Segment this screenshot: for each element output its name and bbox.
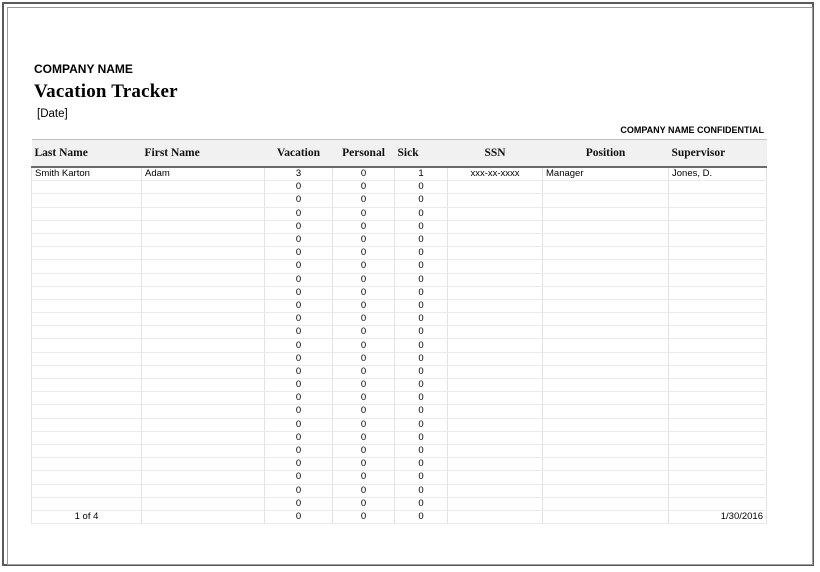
position-cell[interactable] [543,365,669,378]
vacation-cell[interactable]: 0 [265,497,333,510]
table-row [32,444,767,457]
ssn-cell[interactable] [448,260,543,273]
vacation-cell[interactable]: 0 [265,286,333,299]
sick-cell[interactable]: 0 [395,365,448,378]
table-row [32,207,767,220]
table-row [32,313,767,326]
supervisor-cell[interactable] [669,458,767,471]
first-name-cell[interactable] [142,379,265,392]
table-row [32,339,767,352]
supervisor-cell[interactable] [669,431,767,444]
ssn-cell[interactable] [448,286,543,299]
first-name-cell[interactable] [142,431,265,444]
first-name-cell[interactable] [142,194,265,207]
ssn-cell[interactable] [448,458,543,471]
table-row [32,365,767,378]
supervisor-cell[interactable] [669,313,767,326]
first-name-cell[interactable] [142,458,265,471]
ssn-cell[interactable] [448,247,543,260]
position-cell[interactable] [543,497,669,510]
position-cell[interactable] [543,273,669,286]
ssn-cell[interactable] [448,233,543,246]
personal-cell[interactable]: 0 [333,233,395,246]
position-cell[interactable] [543,220,669,233]
sick-cell[interactable]: 0 [395,286,448,299]
company-name: COMPANY NAME [34,62,133,76]
last-name-cell[interactable] [32,220,142,233]
col-header-first-name[interactable]: First Name [142,140,265,168]
vacation-cell[interactable]: 0 [265,444,333,457]
position-cell[interactable] [543,181,669,194]
sick-cell[interactable]: 0 [395,418,448,431]
supervisor-cell[interactable] [669,392,767,405]
table-row [32,431,767,444]
supervisor-cell[interactable] [669,352,767,365]
last-name-cell[interactable] [32,194,142,207]
ssn-cell[interactable] [448,181,543,194]
last-name-cell[interactable] [32,392,142,405]
ssn-cell[interactable] [448,326,543,339]
vacation-cell[interactable]: 0 [265,405,333,418]
table-row [32,247,767,260]
ssn-cell[interactable] [448,365,543,378]
page-counter: 1 of 4 [32,510,142,523]
ssn-cell[interactable] [448,379,543,392]
vacation-cell[interactable]: 0 [265,181,333,194]
personal-cell[interactable]: 0 [333,471,395,484]
vacation-cell[interactable]: 0 [265,207,333,220]
ssn-cell[interactable] [448,352,543,365]
first-name-cell[interactable] [142,273,265,286]
table-row [32,181,767,194]
sick-cell[interactable]: 0 [395,405,448,418]
personal-cell[interactable]: 0 [333,313,395,326]
personal-cell[interactable]: 0 [333,194,395,207]
sick-cell[interactable]: 0 [395,458,448,471]
position-cell[interactable]: Manager [543,167,669,181]
vacation-table [31,139,767,524]
supervisor-cell[interactable] [669,207,767,220]
supervisor-cell[interactable] [669,194,767,207]
sick-cell[interactable]: 0 [395,444,448,457]
ssn-cell[interactable]: xxx-xx-xxxx [448,167,543,181]
last-name-cell[interactable] [32,352,142,365]
personal-cell[interactable]: 0 [333,167,395,181]
first-name-cell[interactable] [142,326,265,339]
position-cell[interactable] [543,379,669,392]
vacation-cell[interactable]: 0 [265,392,333,405]
first-name-cell[interactable] [142,484,265,497]
personal-cell[interactable]: 0 [333,299,395,312]
vacation-cell[interactable]: 0 [265,352,333,365]
first-name-cell[interactable] [142,299,265,312]
last-name-cell[interactable] [32,326,142,339]
first-name-cell[interactable] [142,181,265,194]
last-name-cell[interactable] [32,431,142,444]
col-header-last-name[interactable]: Last Name [32,140,142,168]
table-row [32,233,767,246]
ssn-cell[interactable] [448,339,543,352]
vacation-cell[interactable]: 0 [265,379,333,392]
last-name-cell[interactable] [32,207,142,220]
footer-row [32,510,767,523]
first-name-cell[interactable] [142,233,265,246]
position-cell[interactable] [543,194,669,207]
vacation-cell[interactable]: 0 [265,365,333,378]
sick-cell[interactable]: 0 [395,273,448,286]
supervisor-cell[interactable] [669,220,767,233]
first-name-cell[interactable] [142,392,265,405]
personal-cell[interactable]: 0 [333,418,395,431]
last-name-cell[interactable] [32,299,142,312]
last-name-cell[interactable] [32,458,142,471]
last-name-cell[interactable] [32,405,142,418]
col-header-ssn[interactable]: SSN [448,140,543,168]
last-name-cell[interactable] [32,418,142,431]
vacation-cell[interactable]: 0 [265,484,333,497]
first-name-cell[interactable] [142,247,265,260]
personal-cell[interactable]: 0 [333,286,395,299]
supervisor-cell[interactable] [669,497,767,510]
supervisor-cell[interactable] [669,273,767,286]
first-name-cell[interactable]: Adam [142,167,265,181]
first-name-cell[interactable] [142,220,265,233]
vacation-cell[interactable]: 0 [265,339,333,352]
sick-cell[interactable]: 0 [395,497,448,510]
position-cell[interactable] [543,260,669,273]
supervisor-cell[interactable] [669,379,767,392]
vacation-cell[interactable]: 0 [265,326,333,339]
header-row [32,140,767,168]
ssn-cell[interactable] [448,299,543,312]
ssn-cell[interactable] [448,497,543,510]
position-cell[interactable] [543,326,669,339]
vacation-cell[interactable]: 0 [265,273,333,286]
supervisor-cell[interactable] [669,418,767,431]
table-row [32,167,767,181]
vacation-cell[interactable]: 0 [265,418,333,431]
supervisor-cell[interactable] [669,181,767,194]
ssn-cell[interactable] [448,418,543,431]
sick-cell[interactable]: 1 [395,167,448,181]
sick-cell[interactable]: 0 [395,181,448,194]
supervisor-cell[interactable] [669,233,767,246]
ssn-cell[interactable] [448,194,543,207]
table-row [32,220,767,233]
vacation-cell[interactable]: 0 [265,313,333,326]
table-row [32,418,767,431]
vacation-cell[interactable]: 0 [265,431,333,444]
position-cell[interactable] [543,233,669,246]
last-name-cell[interactable] [32,260,142,273]
position-cell[interactable] [543,444,669,457]
footer-sick-value: 0 [395,510,448,523]
sick-cell[interactable]: 0 [395,207,448,220]
sick-cell[interactable]: 0 [395,339,448,352]
first-name-cell[interactable] [142,207,265,220]
last-name-cell[interactable] [32,444,142,457]
last-name-cell[interactable] [32,497,142,510]
personal-cell[interactable]: 0 [333,392,395,405]
first-name-cell[interactable] [142,286,265,299]
personal-cell[interactable]: 0 [333,497,395,510]
vacation-cell[interactable]: 3 [265,167,333,181]
personal-cell[interactable]: 0 [333,458,395,471]
page-title: Vacation Tracker [34,81,178,102]
position-cell[interactable] [543,352,669,365]
ssn-cell[interactable] [448,273,543,286]
personal-cell[interactable]: 0 [333,181,395,194]
vacation-cell[interactable]: 0 [265,458,333,471]
last-name-cell[interactable] [32,181,142,194]
footer-vacation-value: 0 [265,510,333,523]
supervisor-cell[interactable] [669,405,767,418]
col-header-personal[interactable]: Personal [333,140,395,168]
table-row [32,392,767,405]
table-row [32,260,767,273]
first-name-cell[interactable] [142,313,265,326]
ssn-cell[interactable] [448,444,543,457]
personal-cell[interactable]: 0 [333,326,395,339]
supervisor-cell[interactable] [669,365,767,378]
position-cell[interactable] [543,471,669,484]
table-row [32,273,767,286]
personal-cell[interactable]: 0 [333,379,395,392]
supervisor-cell[interactable] [669,286,767,299]
table-row [32,194,767,207]
position-cell[interactable] [543,299,669,312]
table-body [32,167,767,510]
table-row [32,299,767,312]
last-name-cell[interactable] [32,365,142,378]
sick-cell[interactable]: 0 [395,326,448,339]
sick-cell[interactable]: 0 [395,299,448,312]
vacation-cell[interactable]: 0 [265,194,333,207]
sick-cell[interactable]: 0 [395,431,448,444]
vacation-cell[interactable]: 0 [265,247,333,260]
sick-cell[interactable]: 0 [395,260,448,273]
supervisor-cell[interactable] [669,339,767,352]
last-name-cell[interactable] [32,247,142,260]
vacation-cell[interactable]: 0 [265,299,333,312]
sick-cell[interactable]: 0 [395,313,448,326]
ssn-cell[interactable] [448,431,543,444]
supervisor-cell[interactable] [669,471,767,484]
position-cell[interactable] [543,418,669,431]
first-name-cell[interactable] [142,352,265,365]
table-row [32,405,767,418]
personal-cell[interactable]: 0 [333,247,395,260]
sick-cell[interactable]: 0 [395,220,448,233]
ssn-cell[interactable] [448,484,543,497]
table-row [32,484,767,497]
last-name-cell[interactable] [32,313,142,326]
vacation-cell[interactable]: 0 [265,260,333,273]
vacation-cell[interactable]: 0 [265,220,333,233]
ssn-cell[interactable] [448,392,543,405]
supervisor-cell[interactable]: Jones, D. [669,167,767,181]
supervisor-cell[interactable] [669,444,767,457]
table-row [32,326,767,339]
table-row [32,458,767,471]
table-row [32,379,767,392]
personal-cell[interactable]: 0 [333,352,395,365]
personal-cell[interactable]: 0 [333,405,395,418]
position-cell[interactable] [543,247,669,260]
personal-cell[interactable]: 0 [333,273,395,286]
table-row [32,471,767,484]
personal-cell[interactable]: 0 [333,444,395,457]
position-cell[interactable] [543,431,669,444]
supervisor-cell[interactable] [669,247,767,260]
sick-cell[interactable]: 0 [395,352,448,365]
ssn-cell[interactable] [448,207,543,220]
sick-cell[interactable]: 0 [395,247,448,260]
first-name-cell[interactable] [142,497,265,510]
col-header-sick[interactable]: Sick [395,140,448,168]
footer-cell [448,510,543,523]
personal-cell[interactable]: 0 [333,220,395,233]
last-name-cell[interactable] [32,484,142,497]
col-header-supervisor[interactable]: Supervisor [669,140,767,168]
last-name-cell[interactable] [32,471,142,484]
sick-cell[interactable]: 0 [395,233,448,246]
col-header-position[interactable]: Position [543,140,669,168]
footer-personal-value: 0 [333,510,395,523]
last-name-cell[interactable] [32,339,142,352]
position-cell[interactable] [543,458,669,471]
date-field[interactable]: [Date] [37,108,68,120]
confidential-label: COMPANY NAME CONFIDENTIAL [620,125,764,135]
supervisor-cell[interactable] [669,484,767,497]
position-cell[interactable] [543,405,669,418]
table-row [32,352,767,365]
personal-cell[interactable]: 0 [333,365,395,378]
table-row [32,286,767,299]
table-row [32,497,767,510]
position-cell[interactable] [543,313,669,326]
first-name-cell[interactable] [142,365,265,378]
footer-cell [543,510,669,523]
ssn-cell[interactable] [448,471,543,484]
position-cell[interactable] [543,484,669,497]
position-cell[interactable] [543,339,669,352]
sick-cell[interactable]: 0 [395,194,448,207]
sick-cell[interactable]: 0 [395,484,448,497]
personal-cell[interactable]: 0 [333,339,395,352]
vacation-cell[interactable]: 0 [265,233,333,246]
position-cell[interactable] [543,286,669,299]
last-name-cell[interactable] [32,286,142,299]
print-date: 1/30/2016 [669,510,767,523]
personal-cell[interactable]: 0 [333,431,395,444]
first-name-cell[interactable] [142,339,265,352]
supervisor-cell[interactable] [669,260,767,273]
sick-cell[interactable]: 0 [395,471,448,484]
ssn-cell[interactable] [448,220,543,233]
col-header-vacation[interactable]: Vacation [265,140,333,168]
first-name-cell[interactable] [142,444,265,457]
last-name-cell[interactable]: Smith Karton [32,167,142,181]
ssn-cell[interactable] [448,313,543,326]
first-name-cell[interactable] [142,405,265,418]
personal-cell[interactable]: 0 [333,484,395,497]
position-cell[interactable] [543,207,669,220]
ssn-cell[interactable] [448,405,543,418]
first-name-cell[interactable] [142,260,265,273]
last-name-cell[interactable] [32,233,142,246]
last-name-cell[interactable] [32,379,142,392]
personal-cell[interactable]: 0 [333,260,395,273]
sick-cell[interactable]: 0 [395,379,448,392]
vacation-cell[interactable]: 0 [265,471,333,484]
personal-cell[interactable]: 0 [333,207,395,220]
last-name-cell[interactable] [32,273,142,286]
footer-cell [142,510,265,523]
supervisor-cell[interactable] [669,299,767,312]
sick-cell[interactable]: 0 [395,392,448,405]
first-name-cell[interactable] [142,471,265,484]
first-name-cell[interactable] [142,418,265,431]
supervisor-cell[interactable] [669,326,767,339]
position-cell[interactable] [543,392,669,405]
